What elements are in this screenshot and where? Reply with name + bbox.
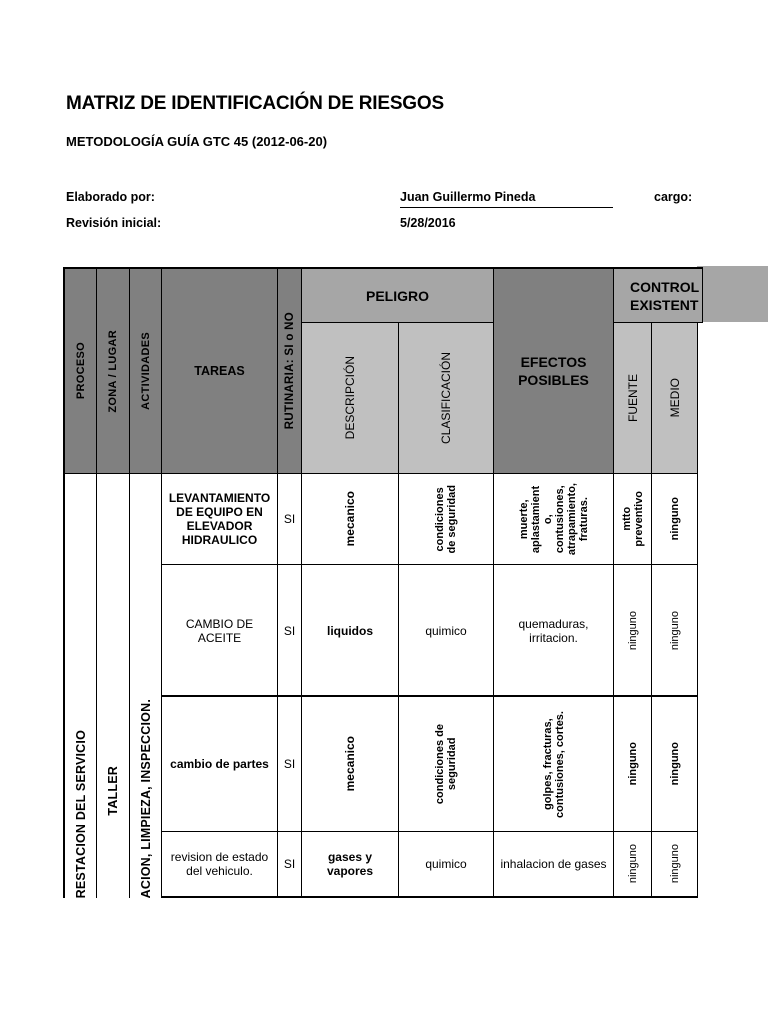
header-fuente: FUENTE bbox=[613, 322, 652, 474]
elaborado-label: Elaborado por: bbox=[66, 190, 155, 204]
row1-efectos: muerte, aplastamient o, contusiones, atrapamiento, fraturas. bbox=[493, 473, 614, 565]
row3-medio: ninguno bbox=[651, 695, 698, 832]
row3-efectos: golpes, fracturas, contusiones, cortes. bbox=[493, 695, 614, 832]
revision-value: 5/28/2016 bbox=[400, 216, 456, 230]
row4-efectos: inhalacion de gases bbox=[493, 831, 614, 898]
row4-rutinaria: SI bbox=[277, 831, 302, 898]
row1-medio: ninguno bbox=[651, 473, 698, 565]
page-bottom-whitespace bbox=[0, 898, 768, 1024]
header-zona: ZONA / LUGAR bbox=[96, 267, 130, 474]
header-controles: CONTROL EXISTENT bbox=[613, 267, 703, 323]
row2-descripcion: liquidos bbox=[301, 564, 399, 697]
row2-clasificacion: quimico bbox=[398, 564, 494, 697]
header-descripcion: DESCRIPCIÓN bbox=[301, 322, 399, 474]
group-actividades: ACION, LIMPIEZA, INSPECCION. bbox=[129, 473, 162, 913]
row4-tarea: revision de estado del vehiculo. bbox=[161, 831, 278, 898]
group-proceso: RESTACION DEL SERVICIO bbox=[63, 473, 97, 913]
row2-fuente: ninguno bbox=[613, 564, 652, 697]
row3-fuente: ninguno bbox=[613, 695, 652, 832]
elaborado-value: Juan Guillermo Pineda bbox=[400, 190, 613, 208]
document-title: MATRIZ DE IDENTIFICACIÓN DE RIESGOS bbox=[66, 93, 444, 114]
header-clasificacion: CLASIFICACIÓN bbox=[398, 322, 494, 474]
row4-fuente: ninguno bbox=[613, 831, 652, 898]
row1-fuente: mtto preventivo bbox=[613, 473, 652, 565]
row1-tarea: LEVANTAMIENTO DE EQUIPO EN ELEVADOR HIDRAULICO bbox=[161, 473, 278, 565]
cargo-label: cargo: bbox=[654, 190, 693, 204]
header-efectos: EFECTOS POSIBLES bbox=[493, 267, 614, 474]
row4-descripcion: gases y vapores bbox=[301, 831, 399, 898]
row2-tarea: CAMBIO DE ACEITE bbox=[161, 564, 278, 697]
header-proceso: PROCESO bbox=[63, 267, 97, 474]
header-tareas: TAREAS bbox=[161, 267, 278, 474]
row4-medio: ninguno bbox=[651, 831, 698, 898]
row2-efectos: quemaduras, irritacion. bbox=[493, 564, 614, 697]
row1-descripcion: mecanico bbox=[301, 473, 399, 565]
row3-descripcion: mecanico bbox=[301, 695, 399, 832]
row1-rutinaria: SI bbox=[277, 473, 302, 565]
header-medio: MEDIO bbox=[651, 322, 698, 474]
row2-medio: ninguno bbox=[651, 564, 698, 697]
row1-clasificacion: condiciones de seguridad bbox=[398, 473, 494, 565]
row3-rutinaria: SI bbox=[277, 695, 302, 832]
revision-label: Revisión inicial: bbox=[66, 216, 162, 230]
row4-clasificacion: quimico bbox=[398, 831, 494, 898]
group-zona: TALLER bbox=[96, 473, 130, 913]
row3-clasificacion: condiciones de seguridad bbox=[398, 695, 494, 832]
header-peligro: PELIGRO bbox=[301, 267, 494, 323]
row3-tarea: cambio de partes bbox=[161, 695, 278, 832]
header-rutinaria: RUTINARIA: SI o NO bbox=[277, 267, 302, 474]
row2-rutinaria: SI bbox=[277, 564, 302, 697]
document-subtitle: METODOLOGÍA GUÍA GTC 45 (2012-06-20) bbox=[66, 134, 328, 149]
header-actividades: ACTIVIDADES bbox=[129, 267, 162, 474]
